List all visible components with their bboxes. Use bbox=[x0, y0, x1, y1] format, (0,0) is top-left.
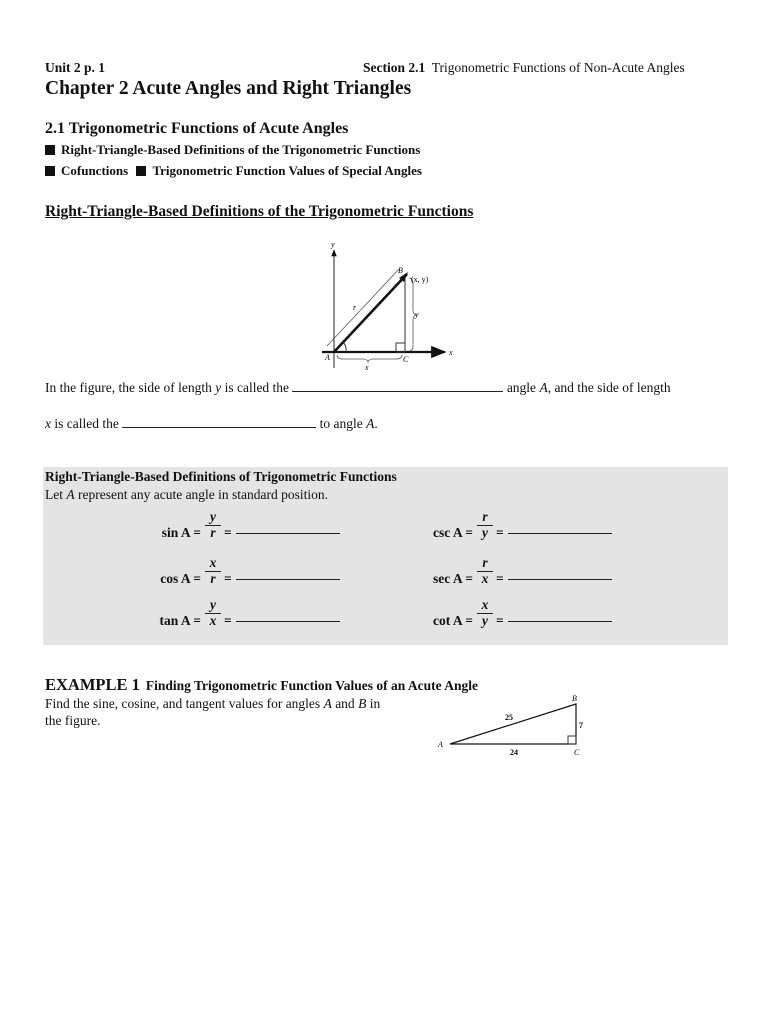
adjacent-length: 24 bbox=[510, 748, 518, 757]
point-b-label: B bbox=[398, 266, 403, 275]
fill-in-paragraph-line-1: In the figure, the side of length y is called the angle A, and the side of length bbox=[45, 380, 671, 395]
section-title: 2.1 Trigonometric Functions of Acute Angles bbox=[45, 120, 349, 137]
function-label: sec A = bbox=[433, 571, 473, 586]
function-label: sin A = bbox=[161, 525, 201, 540]
answer-line[interactable] bbox=[236, 579, 340, 580]
answer-line[interactable] bbox=[508, 621, 612, 622]
chapter-title: Chapter 2 Acute Angles and Right Triangles bbox=[45, 78, 412, 99]
example-text: Find the sine, cosine, and tangent values for angles A and B in the figure. bbox=[45, 696, 381, 728]
function-label: cos A = bbox=[160, 571, 201, 586]
right-angle-mark bbox=[568, 736, 576, 744]
function-label: tan A = bbox=[159, 613, 201, 628]
fraction: y x bbox=[204, 597, 222, 630]
fraction: y r bbox=[204, 509, 222, 542]
unit-page-label: Unit 2 p. 1 bbox=[45, 60, 106, 75]
x-label: x bbox=[365, 363, 369, 372]
section-header bbox=[363, 60, 685, 76]
definitions-box-title: Right-Triangle-Based Definitions of Trigonometric Functions bbox=[45, 469, 397, 484]
point-c-label: C bbox=[403, 355, 409, 364]
coordinate-triangle-figure bbox=[300, 238, 470, 373]
answer-line[interactable] bbox=[508, 533, 612, 534]
fraction: r x bbox=[476, 555, 494, 588]
right-triangle bbox=[450, 704, 576, 744]
answer-line[interactable] bbox=[236, 533, 340, 534]
function-label: csc A = bbox=[433, 525, 473, 540]
example-title: Finding Trigonometric Function Values of an Acute Angle bbox=[145, 678, 479, 693]
x-axis-label: x bbox=[449, 348, 453, 357]
topic-item: Right-Triangle-Based Definitions of the Trigonometric Functions bbox=[61, 142, 421, 157]
section-header-title: Trigonometric Functions of Non-Acute Angles bbox=[431, 60, 685, 75]
bullet-square-icon bbox=[136, 166, 146, 176]
fraction: r y bbox=[476, 509, 494, 542]
r-label: r bbox=[353, 303, 357, 312]
point-coords-label: (x, y) bbox=[411, 275, 429, 284]
vertex-c-label: C bbox=[574, 748, 580, 757]
subheading: Right-Triangle-Based Definitions of the Trigonometric Functions bbox=[45, 203, 474, 220]
definitions-box-subtitle: Let A represent any acute angle in standard position. bbox=[45, 487, 329, 502]
r-brace bbox=[327, 269, 399, 346]
vertex-a-label: A bbox=[438, 740, 443, 749]
bullet-square-icon bbox=[45, 166, 55, 176]
x-brace bbox=[337, 355, 402, 362]
answer-blank-1[interactable] bbox=[292, 380, 503, 392]
topic-item: Trigonometric Function Values of Special Angles bbox=[152, 163, 422, 178]
example-heading bbox=[45, 675, 478, 695]
function-label: cot A = bbox=[433, 613, 473, 628]
y-label: y bbox=[415, 310, 419, 319]
hypotenuse-r bbox=[334, 274, 407, 352]
hypotenuse-length: 25 bbox=[505, 713, 513, 722]
bullet-square-icon bbox=[45, 145, 55, 155]
example-label: EXAMPLE 1 bbox=[45, 675, 140, 694]
fraction: x y bbox=[476, 597, 494, 630]
example-triangle-figure bbox=[432, 690, 592, 760]
y-axis-label: y bbox=[331, 240, 335, 249]
answer-line[interactable] bbox=[508, 579, 612, 580]
answer-line[interactable] bbox=[236, 621, 340, 622]
right-angle-mark bbox=[396, 343, 405, 352]
answer-blank-2[interactable] bbox=[122, 416, 316, 428]
fraction: x r bbox=[204, 555, 222, 588]
point-a-label: A bbox=[325, 353, 330, 362]
topic-line-1 bbox=[45, 142, 420, 158]
section-number: Section 2.1 bbox=[363, 60, 426, 75]
vertex-b-label: B bbox=[572, 694, 577, 703]
fill-in-paragraph-line-2: x is called the to angle A. bbox=[45, 416, 378, 431]
topic-line-2 bbox=[45, 163, 422, 179]
opposite-length: 7 bbox=[579, 721, 583, 730]
topic-item: Cofunctions bbox=[61, 163, 129, 178]
